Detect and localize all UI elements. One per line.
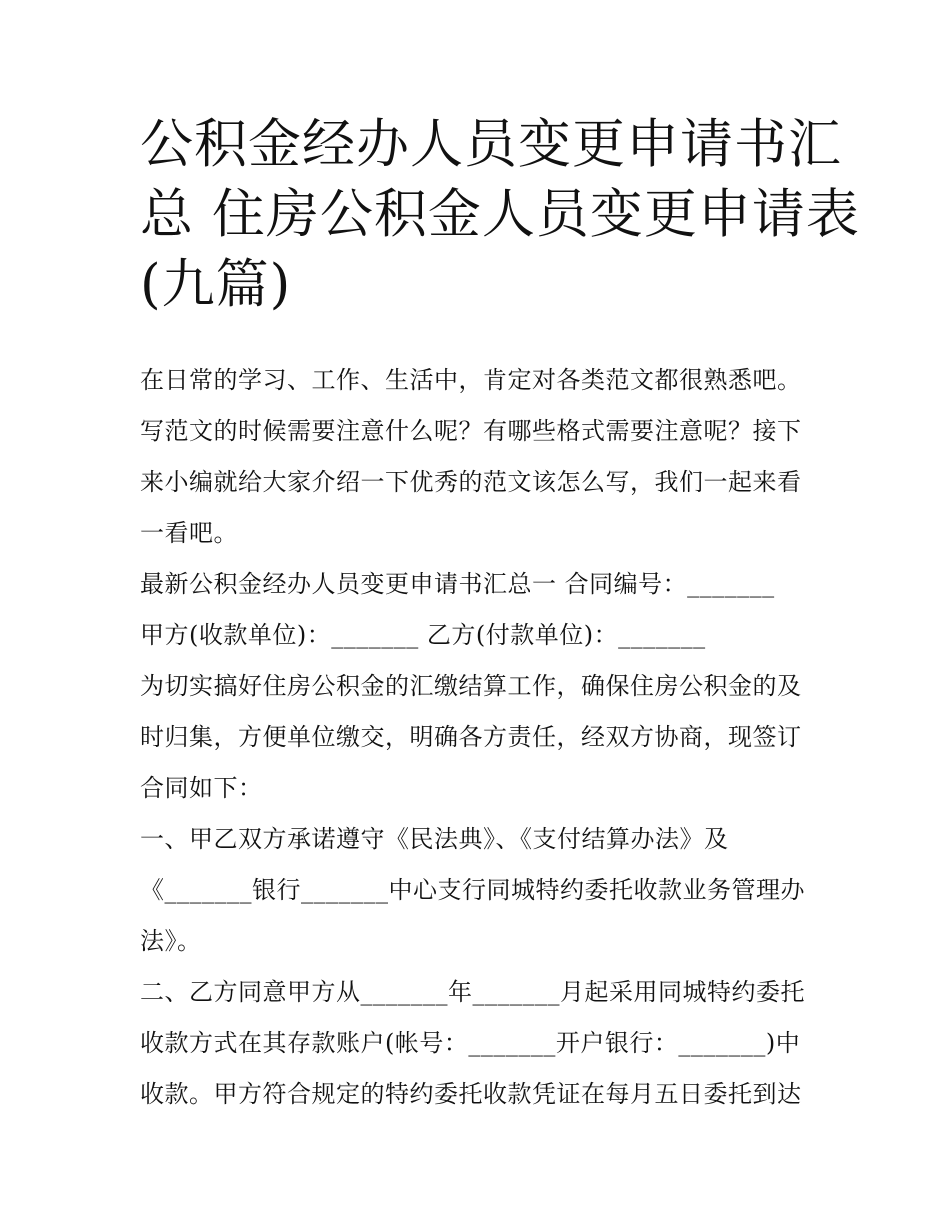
body-line: 最新公积金经办人员变更申请书汇总一 合同编号：_______ [140,570,775,598]
body-line: 甲方(收款单位)：_______ 乙方(付款单位)：_______ [140,621,706,649]
document-body [140,355,820,1120]
body-line: 写范文的时候需要注意什么呢？有哪些格式需要注意呢？接下 [140,417,802,445]
body-line: 一看吧。 [140,519,238,547]
title-line: 公积金经办人员变更申请书汇 [140,114,842,175]
body-line: 收款。甲方符合规定的特约委托收款凭证在每月五日委托到达 [140,1080,802,1108]
body-line: 来小编就给大家介绍一下优秀的范文该怎么写，我们一起来看 [140,468,802,496]
body-line: 在日常的学习、工作、生活中，肯定对各类范文都很熟悉吧。 [140,366,802,394]
body-line: 合同如下： [140,774,263,802]
body-line: 法》。 [140,927,202,955]
body-line: 收款方式在其存款账户(帐号：_______开户银行：_______)中 [140,1029,801,1057]
document-title [140,110,860,320]
body-line: 一、甲乙双方承诺遵守《民法典》、《支付结算办法》及 [140,825,729,853]
body-line: 为切实搞好住房公积金的汇缴结算工作，确保住房公积金的及 [140,672,802,700]
title-line: (九篇) [140,254,292,315]
body-line: 《_______银行_______中心支行同城特约委托收款业务管理办 [140,876,805,904]
title-line: 总 住房公积金人员变更申请表 [140,184,860,245]
body-line: 时归集，方便单位缴交，明确各方责任，经双方协商，现签订 [140,723,802,751]
body-line: 二、乙方同意甲方从_______年_______月起采用同城特约委托 [140,978,805,1006]
